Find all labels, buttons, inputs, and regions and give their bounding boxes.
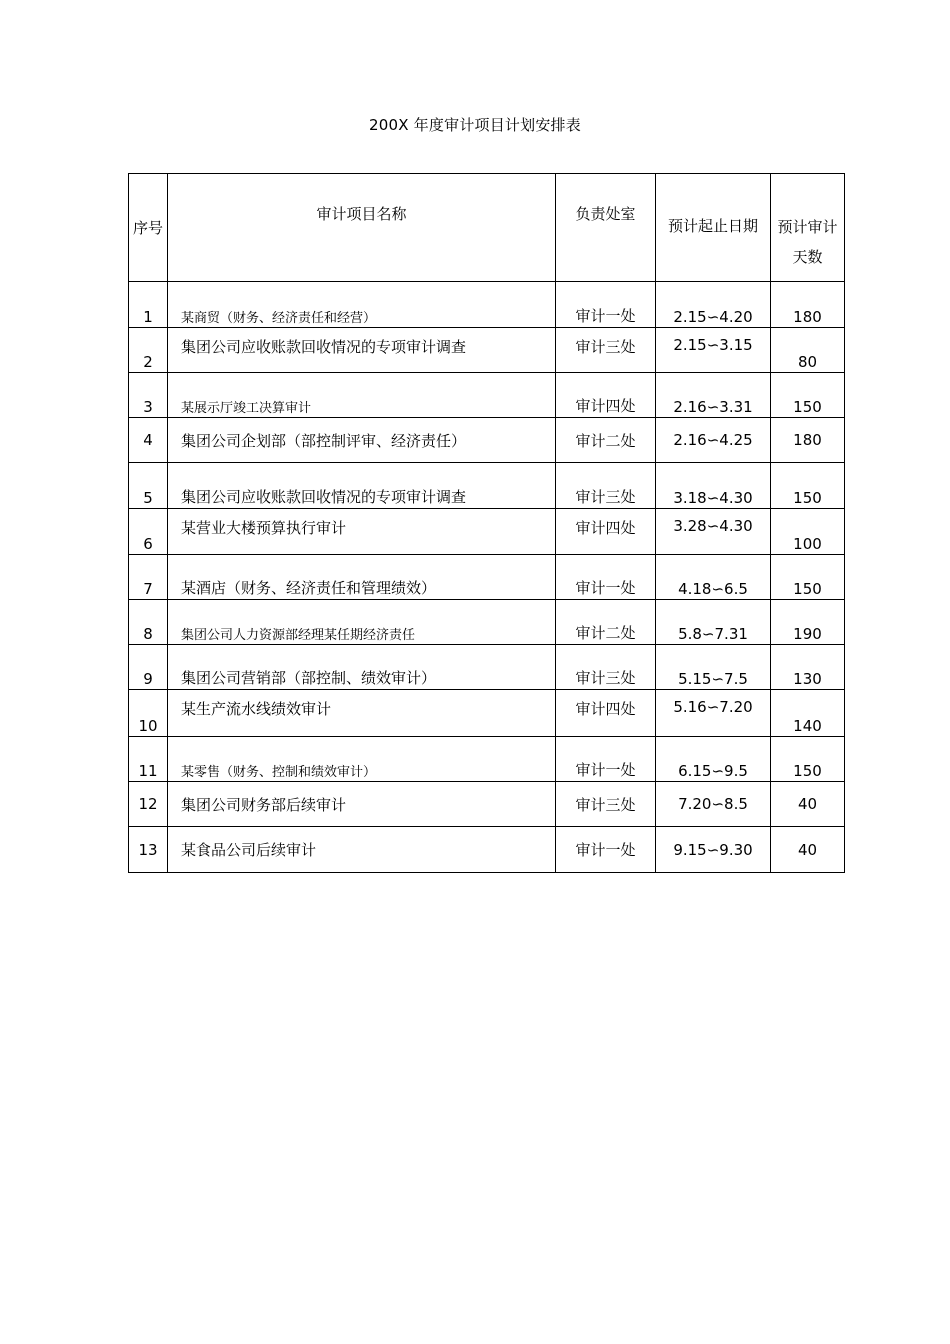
cell-days: 180 xyxy=(771,418,845,463)
header-name: 审计项目名称 xyxy=(168,174,556,282)
table-row xyxy=(129,737,845,782)
cell-date: 2.15∽3.15 xyxy=(656,328,771,373)
cell-date: 7.20∽8.5 xyxy=(656,782,771,827)
table-row xyxy=(129,418,845,463)
cell-no: 6 xyxy=(129,509,168,555)
cell-date: 3.28∽4.30 xyxy=(656,509,771,555)
cell-date: 6.15∽9.5 xyxy=(656,737,771,782)
cell-days: 130 xyxy=(771,645,845,690)
header-days: 预计审计天数 xyxy=(771,174,845,282)
cell-dept: 审计一处 xyxy=(556,737,656,782)
cell-no: 9 xyxy=(129,645,168,690)
cell-name: 某生产流水线绩效审计 xyxy=(168,690,556,737)
table-row xyxy=(129,509,845,555)
cell-no: 3 xyxy=(129,373,168,418)
cell-name: 某营业大楼预算执行审计 xyxy=(168,509,556,555)
cell-date: 2.16∽3.31 xyxy=(656,373,771,418)
cell-days: 140 xyxy=(771,690,845,737)
header-date: 预计起止日期 xyxy=(656,174,771,282)
table-row xyxy=(129,373,845,418)
cell-dept: 审计二处 xyxy=(556,600,656,645)
cell-no: 8 xyxy=(129,600,168,645)
cell-name: 集团公司财务部后续审计 xyxy=(168,782,556,827)
cell-name: 集团公司企划部（部控制评审、经济责任） xyxy=(168,418,556,463)
cell-days: 40 xyxy=(771,782,845,827)
table-row xyxy=(129,600,845,645)
cell-no: 7 xyxy=(129,555,168,600)
cell-name: 集团公司应收账款回收情况的专项审计调查 xyxy=(168,328,556,373)
page-title: 200X 年度审计项目计划安排表 xyxy=(369,116,581,134)
cell-dept: 审计三处 xyxy=(556,463,656,509)
cell-name: 集团公司应收账款回收情况的专项审计调查 xyxy=(168,463,556,509)
table-header-row xyxy=(129,174,845,282)
cell-date: 2.15∽4.20 xyxy=(656,282,771,328)
cell-name: 集团公司人力资源部经理某任期经济责任 xyxy=(168,600,556,645)
audit-plan-table xyxy=(128,173,845,873)
header-no: 序号 xyxy=(129,174,168,282)
cell-dept: 审计四处 xyxy=(556,373,656,418)
cell-days: 150 xyxy=(771,737,845,782)
cell-days: 190 xyxy=(771,600,845,645)
cell-no: 4 xyxy=(129,418,168,463)
table-row xyxy=(129,555,845,600)
table-row xyxy=(129,645,845,690)
table-row xyxy=(129,827,845,873)
cell-dept: 审计一处 xyxy=(556,555,656,600)
cell-dept: 审计二处 xyxy=(556,418,656,463)
cell-no: 13 xyxy=(129,827,168,873)
cell-date: 3.18∽4.30 xyxy=(656,463,771,509)
table-row xyxy=(129,282,845,328)
cell-name: 某展示厅竣工决算审计 xyxy=(168,373,556,418)
cell-days: 150 xyxy=(771,555,845,600)
cell-days: 150 xyxy=(771,463,845,509)
cell-dept: 审计四处 xyxy=(556,509,656,555)
cell-date: 9.15∽9.30 xyxy=(656,827,771,873)
table-row xyxy=(129,328,845,373)
cell-name: 集团公司营销部（部控制、绩效审计） xyxy=(168,645,556,690)
cell-days: 40 xyxy=(771,827,845,873)
cell-days: 180 xyxy=(771,282,845,328)
cell-name: 某零售（财务、控制和绩效审计） xyxy=(168,737,556,782)
cell-dept: 审计三处 xyxy=(556,782,656,827)
header-dept: 负责处室 xyxy=(556,174,656,282)
cell-name: 某酒店（财务、经济责任和管理绩效） xyxy=(168,555,556,600)
cell-dept: 审计四处 xyxy=(556,690,656,737)
cell-no: 5 xyxy=(129,463,168,509)
cell-no: 1 xyxy=(129,282,168,328)
cell-date: 5.15∽7.5 xyxy=(656,645,771,690)
cell-dept: 审计一处 xyxy=(556,282,656,328)
table-row xyxy=(129,690,845,737)
cell-days: 150 xyxy=(771,373,845,418)
cell-dept: 审计三处 xyxy=(556,328,656,373)
cell-date: 2.16∽4.25 xyxy=(656,418,771,463)
cell-no: 12 xyxy=(129,782,168,827)
cell-no: 11 xyxy=(129,737,168,782)
cell-date: 5.8∽7.31 xyxy=(656,600,771,645)
table-row xyxy=(129,463,845,509)
cell-days: 80 xyxy=(771,328,845,373)
cell-name: 某商贸（财务、经济责任和经营） xyxy=(168,282,556,328)
cell-name: 某食品公司后续审计 xyxy=(168,827,556,873)
cell-date: 5.16∽7.20 xyxy=(656,690,771,737)
cell-days: 100 xyxy=(771,509,845,555)
table-row xyxy=(129,782,845,827)
cell-no: 10 xyxy=(129,690,168,737)
cell-dept: 审计三处 xyxy=(556,645,656,690)
cell-no: 2 xyxy=(129,328,168,373)
cell-dept: 审计一处 xyxy=(556,827,656,873)
cell-date: 4.18∽6.5 xyxy=(656,555,771,600)
